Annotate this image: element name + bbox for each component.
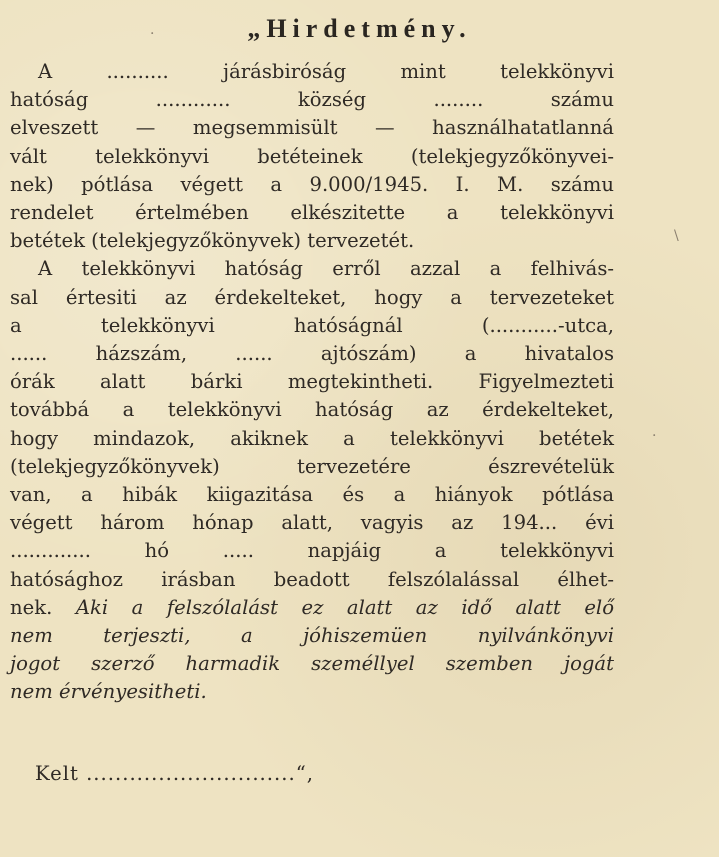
text-line: ............. hó ..... napjáig a telekkönyvi xyxy=(10,539,614,563)
kelt-line: Kelt .............................“, xyxy=(35,762,314,785)
text-line: hogy mindazok, akiknek a telekkönyvi betétek xyxy=(10,426,614,450)
text-line: nek) pótlása végett a 9.000/1945. I. M. számu xyxy=(10,172,614,196)
print-speck: · xyxy=(150,26,155,42)
italic-line: nem érvényesitheti. xyxy=(10,680,207,704)
text-line: továbbá a telekkönyvi hatóság az érdekelteket, xyxy=(10,398,614,422)
text-line: A telekkönyvi hatóság erről azzal a felhivás- xyxy=(38,257,614,281)
print-speck: · xyxy=(652,428,657,444)
text-line: (telekjegyzőkönyvek) tervezetére észrevételük xyxy=(10,454,614,478)
text-line: A .......... járásbiróság mint telekkönyvi xyxy=(38,60,614,83)
text-line: vált telekkönyvi betéteinek (telekjegyzőkönyvei- xyxy=(10,144,614,168)
text-line: hatósághoz irásban beadott felszólalással élhet- xyxy=(10,567,614,591)
text-line: órák alatt bárki megtekintheti. Figyelmezteti xyxy=(10,370,614,394)
text-line: rendelet értelmében elkészitette a telekkönyvi xyxy=(10,201,614,225)
text-line: elveszett — megsemmisült — használhatatlanná xyxy=(10,116,614,140)
notice-body xyxy=(10,58,614,707)
text-line: sal értesiti az érdekelteket, hogy a tervezeteket xyxy=(10,285,614,309)
italic-line: jogot szerző harmadik személlyel szemben jogát xyxy=(10,652,614,676)
print-speck: \ xyxy=(674,228,679,244)
text-line: betétek (telekjegyzőkönyvek) tervezetét. xyxy=(10,229,415,253)
text-line: van, a hibák kiigazitása és a hiányok pótlása xyxy=(10,483,614,507)
text-line: a telekkönyvi hatóságnál (...........-utca, xyxy=(10,313,614,337)
notice-title: „Hirdetmény. xyxy=(247,14,472,43)
text-line: ...... házszám, ...... ajtószám) a hivatalos xyxy=(10,342,614,366)
text-italic: Aki a felszólalást ez alatt az idő alatt elő xyxy=(52,595,614,619)
italic-line: nem terjeszti, a jóhiszemüen nyilvánkönyvi xyxy=(10,624,614,648)
text-regular: nek. xyxy=(10,595,53,619)
text-line: hatóság ............ község ........ számu xyxy=(10,88,614,112)
text-line: végett három hónap alatt, vagyis az 194... évi xyxy=(10,511,614,535)
mixed-line xyxy=(10,594,614,622)
